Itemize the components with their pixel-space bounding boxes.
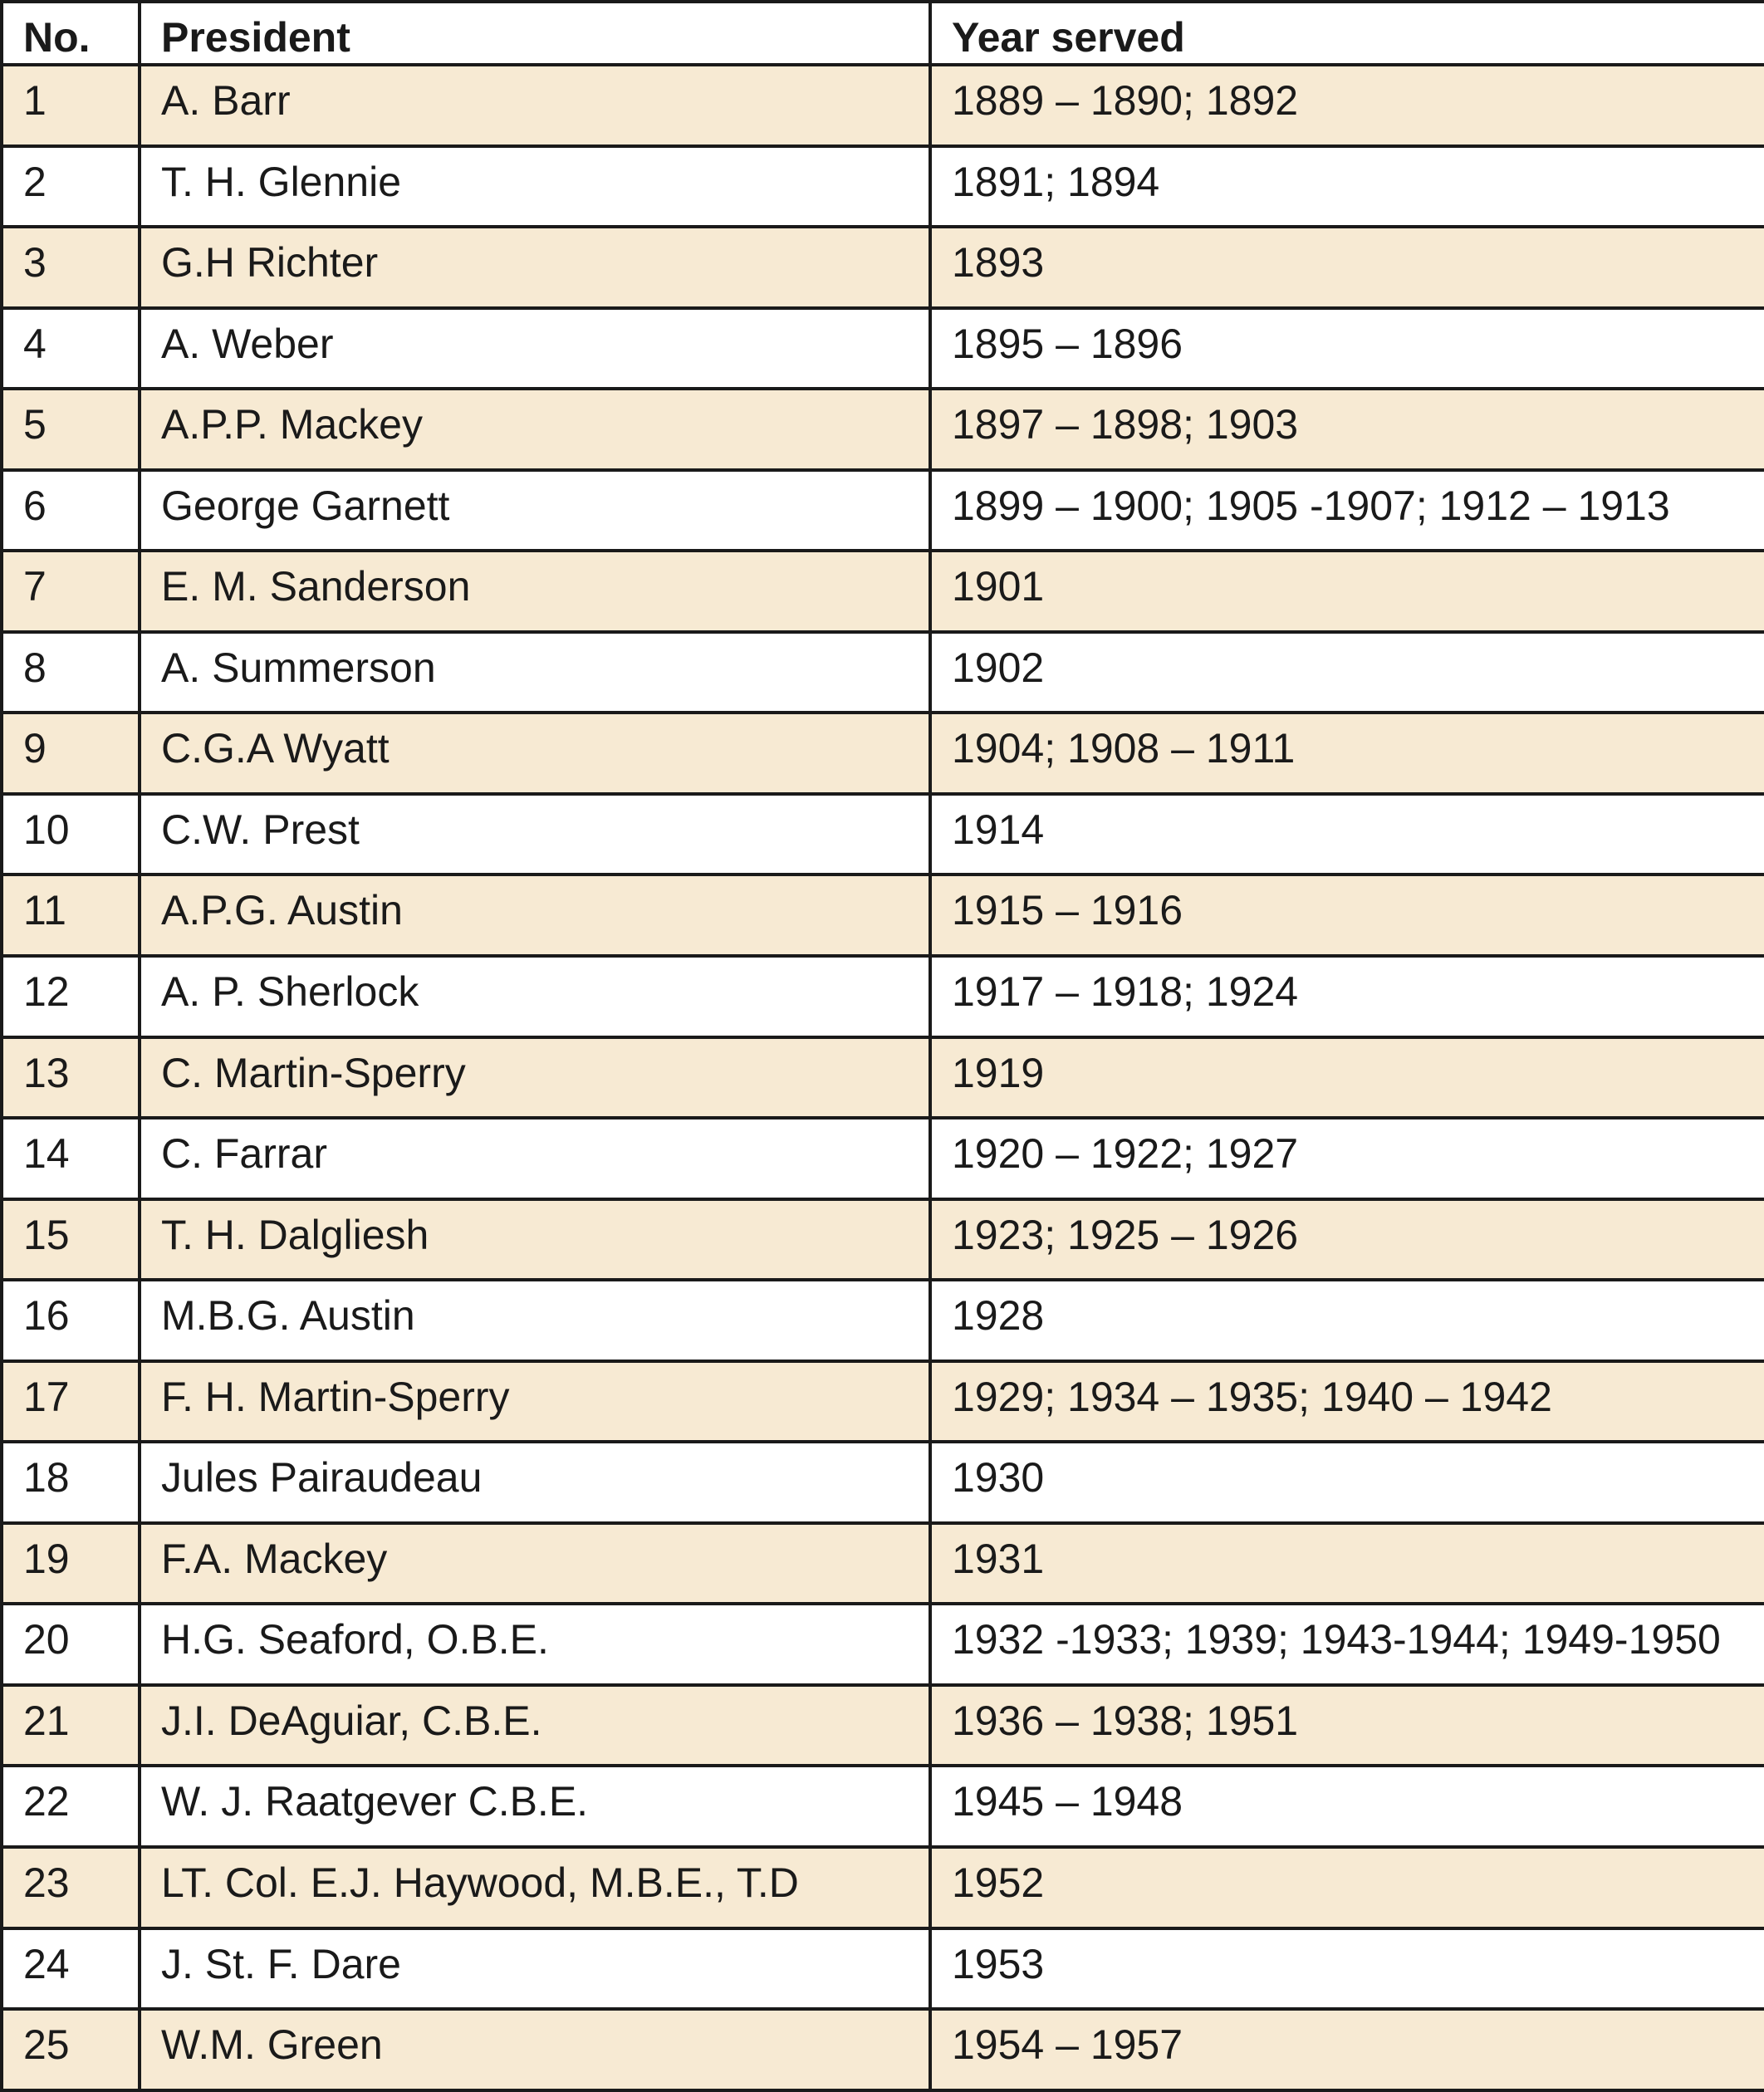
table-row [2, 632, 1764, 713]
table-row [2, 1037, 1764, 1119]
row-number-cell: 17 [2, 1361, 140, 1443]
row-number-cell: 7 [2, 551, 140, 632]
row-number-cell: 3 [2, 227, 140, 308]
table-row [2, 1685, 1764, 1766]
year-served-cell: 1954 – 1957 [930, 2009, 1764, 2090]
table-row [2, 794, 1764, 875]
year-served-cell: 1945 – 1948 [930, 1766, 1764, 1847]
row-number-cell: 4 [2, 308, 140, 389]
header-president: President [140, 2, 930, 65]
president-name-cell: M.B.G. Austin [140, 1280, 930, 1361]
president-name-cell: C. Martin-Sperry [140, 1037, 930, 1119]
year-served-cell: 1930 [930, 1442, 1764, 1523]
header-row [2, 2, 1764, 65]
year-served-cell: 1901 [930, 551, 1764, 632]
president-name-cell: C.W. Prest [140, 794, 930, 875]
row-number-cell: 22 [2, 1766, 140, 1847]
row-number-cell: 23 [2, 1847, 140, 1928]
table-row [2, 470, 1764, 551]
row-number-cell: 13 [2, 1037, 140, 1119]
row-number-cell: 14 [2, 1118, 140, 1199]
year-served-cell: 1932 -1933; 1939; 1943-1944; 1949-1950 [930, 1604, 1764, 1685]
table-row [2, 713, 1764, 794]
year-served-cell: 1902 [930, 632, 1764, 713]
president-name-cell: G.H Richter [140, 227, 930, 308]
table-row [2, 1280, 1764, 1361]
year-served-cell: 1920 – 1922; 1927 [930, 1118, 1764, 1199]
table-row [2, 65, 1764, 146]
president-name-cell: Jules Pairaudeau [140, 1442, 930, 1523]
row-number-cell: 1 [2, 65, 140, 146]
year-served-cell: 1893 [930, 227, 1764, 308]
president-name-cell: C.G.A Wyatt [140, 713, 930, 794]
president-name-cell: T. H. Glennie [140, 146, 930, 228]
year-served-cell: 1917 – 1918; 1924 [930, 956, 1764, 1037]
year-served-cell: 1904; 1908 – 1911 [930, 713, 1764, 794]
president-name-cell: J.I. DeAguiar, C.B.E. [140, 1685, 930, 1766]
table-body [2, 65, 1764, 2090]
row-number-cell: 9 [2, 713, 140, 794]
table-row [2, 1361, 1764, 1443]
table-row [2, 1766, 1764, 1847]
table-row [2, 308, 1764, 389]
president-name-cell: A. Barr [140, 65, 930, 146]
year-served-cell: 1936 – 1938; 1951 [930, 1685, 1764, 1766]
president-name-cell: W.M. Green [140, 2009, 930, 2090]
president-name-cell: A. Weber [140, 308, 930, 389]
table-row [2, 1442, 1764, 1523]
president-name-cell: A.P.G. Austin [140, 875, 930, 956]
table-row [2, 956, 1764, 1037]
header-no: No. [2, 2, 140, 65]
president-name-cell: A.P.P. Mackey [140, 389, 930, 470]
president-name-cell: A. P. Sherlock [140, 956, 930, 1037]
table-row [2, 1847, 1764, 1928]
table-row [2, 1118, 1764, 1199]
year-served-cell: 1895 – 1896 [930, 308, 1764, 389]
header-year-served: Year served [930, 2, 1764, 65]
table-row [2, 2009, 1764, 2090]
president-name-cell: T. H. Dalgliesh [140, 1199, 930, 1281]
president-name-cell: LT. Col. E.J. Haywood, M.B.E., T.D [140, 1847, 930, 1928]
table-row [2, 875, 1764, 956]
president-name-cell: J. St. F. Dare [140, 1928, 930, 2010]
row-number-cell: 6 [2, 470, 140, 551]
president-name-cell: W. J. Raatgever C.B.E. [140, 1766, 930, 1847]
president-name-cell: A. Summerson [140, 632, 930, 713]
president-name-cell: F.A. Mackey [140, 1523, 930, 1605]
year-served-cell: 1914 [930, 794, 1764, 875]
year-served-cell: 1915 – 1916 [930, 875, 1764, 956]
table-row [2, 1928, 1764, 2010]
year-served-cell: 1931 [930, 1523, 1764, 1605]
table-row [2, 1523, 1764, 1605]
year-served-cell: 1929; 1934 – 1935; 1940 – 1942 [930, 1361, 1764, 1443]
row-number-cell: 20 [2, 1604, 140, 1685]
year-served-cell: 1952 [930, 1847, 1764, 1928]
row-number-cell: 15 [2, 1199, 140, 1281]
year-served-cell: 1899 – 1900; 1905 -1907; 1912 – 1913 [930, 470, 1764, 551]
year-served-cell: 1923; 1925 – 1926 [930, 1199, 1764, 1281]
year-served-cell: 1953 [930, 1928, 1764, 2010]
table-row [2, 389, 1764, 470]
president-name-cell: George Garnett [140, 470, 930, 551]
row-number-cell: 25 [2, 2009, 140, 2090]
table-row [2, 146, 1764, 228]
table-row [2, 227, 1764, 308]
president-name-cell: C. Farrar [140, 1118, 930, 1199]
table-row [2, 1199, 1764, 1281]
row-number-cell: 18 [2, 1442, 140, 1523]
table-row [2, 1604, 1764, 1685]
row-number-cell: 12 [2, 956, 140, 1037]
year-served-cell: 1928 [930, 1280, 1764, 1361]
row-number-cell: 11 [2, 875, 140, 956]
row-number-cell: 21 [2, 1685, 140, 1766]
row-number-cell: 19 [2, 1523, 140, 1605]
year-served-cell: 1919 [930, 1037, 1764, 1119]
president-name-cell: E. M. Sanderson [140, 551, 930, 632]
row-number-cell: 24 [2, 1928, 140, 2010]
president-name-cell: F. H. Martin-Sperry [140, 1361, 930, 1443]
row-number-cell: 2 [2, 146, 140, 228]
year-served-cell: 1897 – 1898; 1903 [930, 389, 1764, 470]
year-served-cell: 1891; 1894 [930, 146, 1764, 228]
row-number-cell: 16 [2, 1280, 140, 1361]
year-served-cell: 1889 – 1890; 1892 [930, 65, 1764, 146]
table-row [2, 551, 1764, 632]
president-name-cell: H.G. Seaford, O.B.E. [140, 1604, 930, 1685]
row-number-cell: 5 [2, 389, 140, 470]
row-number-cell: 8 [2, 632, 140, 713]
row-number-cell: 10 [2, 794, 140, 875]
